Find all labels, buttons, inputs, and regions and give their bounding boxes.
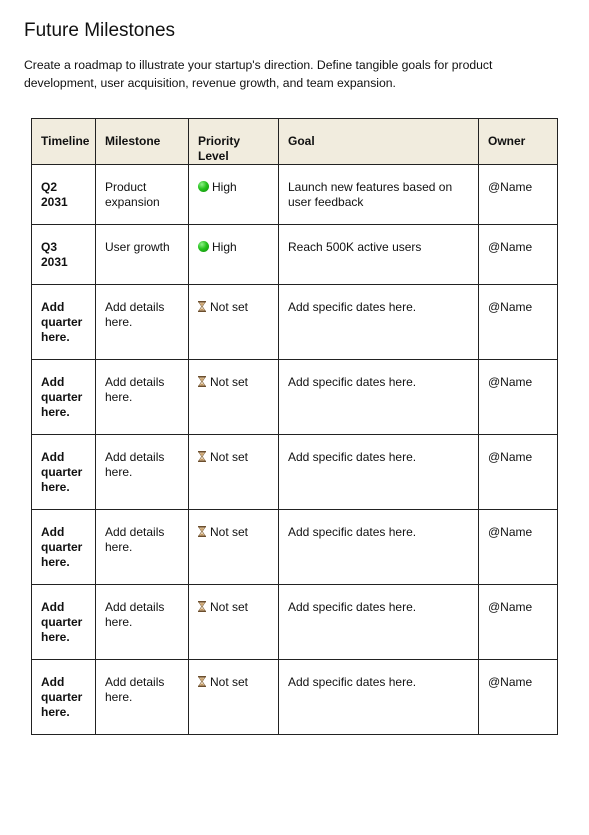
priority-label: Not set [210,675,249,689]
cell-timeline: Add quarter here. [32,435,96,510]
cell-timeline: Add quarter here. [32,660,96,735]
cell-timeline: Add quarter here. [32,510,96,585]
cell-goal: Add specific dates here. [279,660,479,735]
table-row [32,585,558,660]
header-milestone: Milestone [96,119,189,165]
cell-priority [189,660,279,735]
cell-milestone: Add details here. [96,285,189,360]
cell-milestone: Add details here. [96,585,189,660]
hourglass-icon [198,676,206,691]
cell-owner: @Name [479,165,558,225]
cell-owner: @Name [479,660,558,735]
cell-timeline: Add quarter here. [32,585,96,660]
cell-priority [189,165,279,225]
table-row [32,225,558,285]
cell-milestone: User growth [96,225,189,285]
cell-owner: @Name [479,435,558,510]
priority-label: Not set [210,525,249,539]
hourglass-icon [198,601,206,616]
table-row [32,285,558,360]
cell-owner: @Name [479,585,558,660]
cell-timeline: Add quarter here. [32,360,96,435]
cell-timeline: Q2 2031 [32,165,96,225]
priority-label: Not set [210,600,249,614]
cell-priority [189,360,279,435]
cell-owner: @Name [479,285,558,360]
cell-goal: Reach 500K active users [279,225,479,285]
header-priority-level: Priority Level [189,119,279,165]
cell-goal: Add specific dates here. [279,360,479,435]
hourglass-icon [198,301,206,316]
cell-timeline: Add quarter here. [32,285,96,360]
cell-milestone: Add details here. [96,510,189,585]
header-timeline: Timeline [32,119,96,165]
page-title: Future Milestones [24,20,176,41]
cell-owner: @Name [479,225,558,285]
priority-label: Not set [210,450,249,464]
table-row [32,360,558,435]
cell-goal: Add specific dates here. [279,285,479,360]
header-owner: Owner [479,119,558,165]
table-row [32,165,558,225]
milestones-table [31,118,558,735]
cell-owner: @Name [479,510,558,585]
cell-milestone: Add details here. [96,435,189,510]
green-circle-icon [198,181,209,192]
hourglass-icon [198,451,206,466]
cell-goal: Launch new features based on user feedback [279,165,479,225]
table-row [32,660,558,735]
priority-label: Not set [210,300,249,314]
table-row [32,510,558,585]
cell-priority [189,435,279,510]
hourglass-icon [198,376,206,391]
green-circle-icon [198,241,209,252]
cell-goal: Add specific dates here. [279,435,479,510]
cell-milestone: Add details here. [96,360,189,435]
priority-label: High [212,180,237,194]
cell-milestone: Add details here. [96,660,189,735]
cell-priority [189,285,279,360]
table-header-row [32,119,558,165]
hourglass-icon [198,526,206,541]
cell-goal: Add specific dates here. [279,585,479,660]
header-goal: Goal [279,119,479,165]
cell-priority [189,510,279,585]
cell-milestone: Product expansion [96,165,189,225]
intro-paragraph: Create a roadmap to illustrate your startup's direction. Define tangible goals for product development, user acquisition, revenue growth, and team expansion. [24,58,493,90]
cell-priority [189,585,279,660]
cell-priority [189,225,279,285]
cell-goal: Add specific dates here. [279,510,479,585]
priority-label: High [212,240,237,254]
cell-timeline: Q3 2031 [32,225,96,285]
priority-label: Not set [210,375,249,389]
table-row [32,435,558,510]
cell-owner: @Name [479,360,558,435]
